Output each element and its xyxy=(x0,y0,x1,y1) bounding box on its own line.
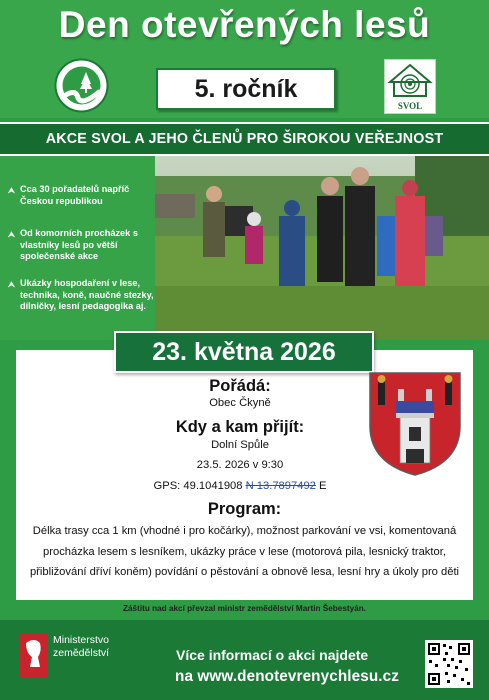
page-title: Den otevřených lesů xyxy=(58,4,431,45)
forest-photo xyxy=(155,156,489,340)
gps-coordinates xyxy=(120,480,360,492)
double-up-arrow-icon: ⮝ xyxy=(8,230,15,239)
program-description: Délka trasy cca 1 km (vhodné i pro kočárky), možnost parkování ve vsi, komentovaná procházka lesem s lesníkem, ukázky práce v lese (motorová pila, lesnický traktor, přibližování dříví koněm) povídání o pěstování a obnově lesa, lesní hry a úkoly pro děti xyxy=(29,525,460,578)
gps-struck-value: N 13.7897492 xyxy=(245,480,316,492)
svol-logo-text: SVOL xyxy=(397,101,423,111)
svol-logo xyxy=(384,59,436,114)
organizer-value: Obec Čkyně xyxy=(209,397,271,409)
place-datetime: 23.5. 2026 v 9:30 xyxy=(196,459,284,471)
edition-badge: 5. ročník xyxy=(156,68,336,110)
feature-text: Cca 30 pořadatelů napříč Českou republikou xyxy=(20,184,130,206)
feature-text: Od komorních procházek s vlastníky lesů po větší společenské akce xyxy=(20,228,138,261)
den-otevrenych-lesu-logo xyxy=(54,58,109,113)
feature-item xyxy=(8,228,154,263)
ministry-emblem-icon xyxy=(20,633,48,677)
gps-prefix: GPS: 49.1041908 xyxy=(153,480,243,492)
feature-text: Ukázky hospodaření v lese, technika, koně, naučné stezky, dílničky, lesní pedagogika aj. xyxy=(20,278,154,311)
feature-list xyxy=(0,156,155,340)
program-heading: Program: xyxy=(207,500,282,518)
patronage-note: Záštitu nad akcí převzal ministr zemědělství Martin Šebestyán. xyxy=(123,604,366,613)
double-up-arrow-icon: ⮝ xyxy=(8,186,15,195)
organizer-heading: Pořádá: xyxy=(209,377,271,395)
more-info-text: Více informací o akci najdete xyxy=(176,647,369,663)
banner: AKCE SVOL A JEHO ČLENŮ PRO ŠIROKOU VEŘEJNOST xyxy=(0,122,489,156)
double-up-arrow-icon: ⮝ xyxy=(8,280,15,289)
place-location: Dolní Spůle xyxy=(211,439,269,451)
website-link[interactable]: na www.denotevrenychlesu.cz xyxy=(175,668,400,685)
feature-item xyxy=(8,184,154,207)
ministry-line1: Ministerstvo xyxy=(53,634,110,646)
gps-suffix: E xyxy=(319,480,327,492)
ministry-name xyxy=(53,634,109,659)
feature-item xyxy=(8,278,154,313)
qr-code[interactable] xyxy=(425,640,473,688)
place-heading: Kdy a kam přijít: xyxy=(175,418,305,436)
event-date: 23. května 2026 xyxy=(114,331,374,373)
coat-of-arms-emblem xyxy=(368,371,462,477)
ministry-line2: zemědělství xyxy=(53,646,110,659)
